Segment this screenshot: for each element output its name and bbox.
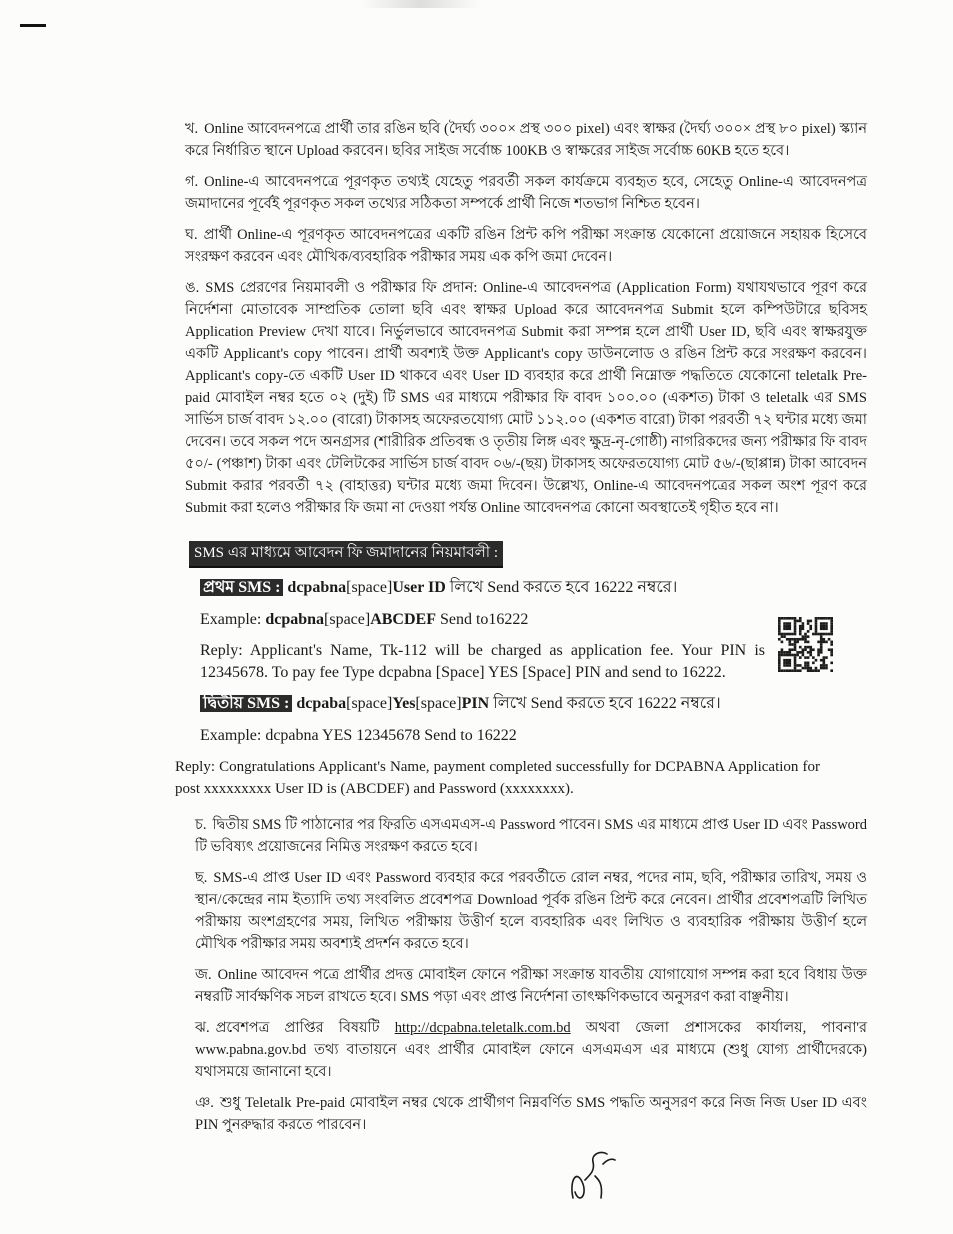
qr-module: [809, 620, 812, 623]
qr-module: [807, 635, 810, 638]
paragraph-text: অথবা জেলা প্রশাসকের কার্যালয়, পাবনা'র www.pabna.gov.bd তথ্য বাতায়নে এবং প্রার্থীর মোবাইল ফোনে এসএমএস এর মাধ্যমে (শুধু যোগ্য প্রার্থীদেরকে) যথাসময়ে জানানো হবে।: [195, 1020, 867, 1080]
qr-module: [783, 617, 786, 620]
qr-module: [830, 633, 833, 636]
paragraph-ja: [185, 964, 867, 1008]
qr-module: [796, 641, 799, 644]
sms-first-block: [200, 576, 765, 748]
qr-module: [820, 641, 823, 644]
qr-module: [799, 651, 802, 654]
sms-instruction-text: লিখে Send করতে হবে 16222 নম্বরে।: [489, 695, 721, 712]
sms-keyword: dcpaba: [296, 695, 347, 712]
qr-module: [799, 625, 802, 628]
qr-module: [817, 617, 820, 620]
sms-space-token: [space]: [346, 695, 393, 712]
qr-module: [804, 662, 807, 665]
qr-module: [794, 656, 797, 659]
qr-module: [788, 627, 791, 630]
qr-module: [794, 638, 797, 641]
qr-module: [828, 633, 831, 636]
qr-module: [817, 648, 820, 651]
paragraph-cha: [185, 814, 867, 858]
qr-module: [825, 641, 828, 644]
qr-module: [825, 664, 828, 667]
qr-module: [830, 622, 833, 625]
qr-module: [807, 630, 810, 633]
qr-module: [794, 646, 797, 649]
qr-module: [794, 664, 797, 667]
qr-module: [823, 656, 826, 659]
qr-module: [830, 617, 833, 620]
qr-module: [823, 662, 826, 665]
first-sms-example: [200, 608, 765, 632]
qr-module: [794, 662, 797, 665]
qr-module: [799, 633, 802, 636]
qr-module: [796, 664, 799, 667]
qr-module: [799, 664, 802, 667]
paragraph-text: SMS প্রেরণের নিয়মাবলী ও পরীক্ষার ফি প্রদান: Online-এ আবেদনপত্র (Application Form) যথাযথভাবে পূরণ করে নির্দেশনা মোতাবেক সাম্প্রতিক তোলা ছবি এবং স্বাক্ষর Upload করে আবেদনপত্র Submit হলে কম্পিউটারে ছবিসহ Application Preview দেখা যাবে। নির্ভুলভাবে আবেদনপত্র Submit করা সম্পন্ন হলে প্রার্থী User ID, ছবি এবং স্বাক্ষরযুক্ত একটি Applicant's copy পাবেন। প্রার্থী অবশ্যই উক্ত Applicant's copy ডাউনলোড ও রঙিন প্রিন্ট করে সংরক্ষণ করবেন। Applicant's copy-তে একটি User ID থাকবে এবং User ID ব্যবহার করে প্রার্থী নিম্নোক্ত পদ্ধতিতে যেকোনো teletalk Pre-paid মোবাইল নম্বর হতে ০২ (দুই) টি SMS এর মাধ্যমে পরীক্ষার ফি বাবদ ১০০.০০ (একশত) টাকা ও teletalk এর SMS সার্ভিস চার্জ বাবদ ১২.০০ (বারো) টাকাসহ অফেরতযোগ্য মোট ১১২.০০ (একশত বারো) টাকা পরবর্তী ৭২ ঘন্টার মধ্যে জমা দেবেন। তবে সকল পদে অনগ্রসর (শারীরিক প্রতিবন্ধ ও তৃতীয় লিঙ্গ এবং ক্ষুদ্র-নৃ-গোষ্ঠী) নাগরিকদের জন্য পরীক্ষার ফি বাবদ ৫০/- (পঞ্চাশ) টাকা এবং টেলিটকের সার্ভিস চার্জ বাবদ ০৬/-(ছয়) টাকাসহ অফেরতযোগ্য মোট ৫৬/-(ছাপ্পান্ন) টাকা আবেদন Submit করার পরবর্তী ৭২ (বাহাত্তর) ঘন্টার মধ্যে জমা দিবেন। উল্লেখ্য, Online-এ আবেদনপত্রের সকল অংশ পূরণ করে Submit করা হলেও পরীক্ষার ফি জমা না দেওয়া পর্যন্ত Online আবেদনপত্র কোনো অবস্থাতেই গৃহীত হবে না।: [185, 280, 867, 516]
qr-module: [781, 633, 784, 636]
qr-module: [812, 656, 815, 659]
qr-code-icon: [778, 617, 833, 672]
qr-module: [804, 646, 807, 649]
qr-module: [812, 633, 815, 636]
sms-keyword: ABCDEF: [370, 611, 436, 628]
sms-rules-heading: SMS এর মাধ্যমে আবেদন ফি জমাদানের নিয়মাবলী :: [189, 541, 503, 568]
qr-module: [815, 620, 818, 623]
qr-module: [786, 638, 789, 641]
qr-module: [802, 625, 805, 628]
qr-module: [786, 659, 789, 662]
qr-module: [788, 638, 791, 641]
qr-module: [802, 654, 805, 657]
qr-module: [783, 669, 786, 672]
qr-module: [783, 635, 786, 638]
qr-module: [804, 641, 807, 644]
qr-module: [786, 622, 789, 625]
second-sms-label: দ্বিতীয় SMS :: [200, 695, 292, 712]
paragraph-gha: [185, 224, 867, 268]
qr-module: [823, 664, 826, 667]
qr-module: [820, 627, 823, 630]
qr-module: [809, 627, 812, 630]
qr-module: [830, 641, 833, 644]
qr-module: [778, 667, 781, 670]
qr-module: [825, 633, 828, 636]
qr-module: [781, 648, 784, 651]
qr-module: [830, 651, 833, 654]
qr-module: [820, 648, 823, 651]
qr-module: [804, 664, 807, 667]
qr-module: [794, 669, 797, 672]
qr-module: [788, 622, 791, 625]
paragraph-text: Online-এ আবেদনপত্রে পূরণকৃত তথ্যই যেহেতু পরবর্তী সকল কার্যক্রমে ব্যবহৃত হবে, সেহেতু Online-এ আবেদনপত্র জমাদানের পূর্বেই পূরণকৃত সকল তথ্যের সঠিকতা সম্পর্কে প্রার্থী নিজে শতভাগ নিশ্চিত হবেন।: [185, 174, 867, 212]
qr-module: [794, 630, 797, 633]
qr-module: [807, 656, 810, 659]
paragraph-text: Online আবেদন পত্রে প্রার্থীর প্রদত্ত মোবাইল ফোনে পরীক্ষা সংক্রান্ত যাবতীয় যোগাযোগ সম্পন্ন করা হবে বিধায় উক্ত নম্বরটি সার্বক্ষণিক সচল রাখতে হবে। SMS পড়া এবং প্রাপ্ত নির্দেশনা তাৎক্ষণিকভাবে অনুসরণ করা বাঞ্ছনীয়।: [195, 967, 867, 1005]
qr-module: [788, 651, 791, 654]
qr-module: [823, 641, 826, 644]
qr-module: [778, 664, 781, 667]
qr-module: [820, 664, 823, 667]
qr-module: [781, 635, 784, 638]
paragraph-jha: [185, 1017, 867, 1083]
second-sms-instruction: [200, 692, 765, 716]
qr-module: [830, 625, 833, 628]
qr-module: [830, 630, 833, 633]
qr-module: [830, 620, 833, 623]
qr-module: [812, 648, 815, 651]
qr-module: [794, 617, 797, 620]
qr-module: [804, 638, 807, 641]
qr-module: [820, 635, 823, 638]
lower-paragraphs: [185, 814, 867, 1136]
qr-module: [794, 620, 797, 623]
example-label: Example:: [200, 611, 266, 628]
qr-module: [783, 654, 786, 657]
qr-module: [783, 662, 786, 665]
qr-module: [778, 625, 781, 628]
sms-space-token: [space]: [324, 611, 371, 628]
paragraph-text: প্রার্থী Online-এ পূরণকৃত আবেদনপত্রের একটি রঙিন প্রিন্ট কপি পরীক্ষা সংক্রান্ত যেকোনো প্রয়োজনে সহায়ক হিসেবে সংরক্ষণ করবেন এবং মৌখিক/ব্যবহারিক পরীক্ষার সময় এক কপি জমা দেবেন।: [185, 227, 867, 265]
qr-module: [796, 651, 799, 654]
qr-module: [807, 646, 810, 649]
qr-module: [799, 620, 802, 623]
qr-module: [820, 651, 823, 654]
qr-module: [781, 669, 784, 672]
teletalk-url-link: http://dcpabna.teletalk.com.bd: [394, 1020, 571, 1036]
qr-module: [809, 654, 812, 657]
qr-module: [788, 669, 791, 672]
qr-module: [807, 667, 810, 670]
sms-keyword: dcpabna: [265, 611, 325, 628]
qr-module: [802, 638, 805, 641]
second-sms-example: Example: dcpabna YES 12345678 Send to 16222: [200, 727, 517, 744]
qr-module: [815, 669, 818, 672]
paragraph-kha: [185, 118, 867, 162]
qr-module: [783, 627, 786, 630]
paragraph-marker: ঘ.: [185, 227, 198, 243]
qr-module: [788, 641, 791, 644]
qr-module: [796, 620, 799, 623]
qr-module: [791, 669, 794, 672]
qr-module: [788, 617, 791, 620]
qr-module: [830, 643, 833, 646]
qr-module: [778, 656, 781, 659]
qr-module: [807, 620, 810, 623]
qr-module: [815, 667, 818, 670]
qr-module: [799, 630, 802, 633]
sms-keyword: Yes: [392, 695, 416, 712]
qr-module: [823, 625, 826, 628]
qr-module: [804, 667, 807, 670]
paragraph-text: দ্বিতীয় SMS টি পাঠানোর পর ফিরতি এসএমএস-এ Password পাবেন। SMS এর মাধ্যমে প্রাপ্ত User ID এবং Password টি ভবিষ্যৎ প্রয়োজনের নিমিত্ত সংরক্ষণ করতে হবে।: [195, 817, 867, 855]
qr-module: [823, 627, 826, 630]
qr-module: [786, 651, 789, 654]
qr-module: [778, 620, 781, 623]
first-sms-reply: Reply: Applicant's Name, Tk-112 will be charged as application fee. Your PIN is 12345678. To pay fee Type dcpabna [Space] YES [Space] PIN and send to 16222.: [200, 642, 765, 681]
qr-module: [812, 662, 815, 665]
qr-module: [783, 651, 786, 654]
qr-module: [807, 664, 810, 667]
qr-module: [804, 633, 807, 636]
qr-module: [825, 617, 828, 620]
qr-module: [817, 651, 820, 654]
qr-module: [802, 627, 805, 630]
sms-keyword: User ID: [392, 579, 446, 596]
qr-module: [786, 627, 789, 630]
qr-module: [825, 656, 828, 659]
qr-module: [825, 667, 828, 670]
qr-module: [815, 659, 818, 662]
qr-module: [823, 622, 826, 625]
qr-module: [781, 641, 784, 644]
qr-module: [794, 648, 797, 651]
qr-module: [778, 654, 781, 657]
qr-module: [783, 633, 786, 636]
qr-module: [809, 625, 812, 628]
qr-module: [825, 625, 828, 628]
qr-module: [778, 669, 781, 672]
qr-module: [815, 622, 818, 625]
qr-module: [786, 654, 789, 657]
qr-module: [820, 646, 823, 649]
paragraph-text: SMS-এ প্রাপ্ত User ID এবং Password ব্যবহার করে পরবর্তীতে রোল নম্বর, পদের নাম, ছবি, পরীক্ষার তারিখ, সময় ও স্থান/কেন্দ্রের নাম ইত্যাদি তথ্য সংবলিত প্রবেশপত্র Download পূর্বক রঙিন প্রিন্ট করে নেবেন। প্রার্থীর প্রবেশপত্রটি লিখিত পরীক্ষায় অংশগ্রহণের সময়, লিখিত পরীক্ষায় উত্তীর্ণ হলে ব্যবহারিক এবং লিখিত ও ব্যবহারিক পরীক্ষায় উত্তীর্ণ হলে মৌখিক পরীক্ষার সময় অবশ্যই প্রদর্শন করতে হবে।: [195, 870, 867, 952]
example-text: Send to16222: [435, 611, 529, 628]
paragraph-text: প্রবেশপত্র প্রাপ্তির বিষয়টি: [215, 1020, 395, 1036]
qr-module: [823, 617, 826, 620]
qr-module: [825, 622, 828, 625]
qr-module: [783, 625, 786, 628]
qr-module: [820, 625, 823, 628]
qr-module: [783, 664, 786, 667]
qr-module: [802, 667, 805, 670]
qr-module: [804, 635, 807, 638]
qr-module: [799, 638, 802, 641]
qr-module: [815, 627, 818, 630]
qr-module: [788, 643, 791, 646]
qr-module: [799, 627, 802, 630]
qr-module: [830, 627, 833, 630]
qr-module: [815, 630, 818, 633]
qr-module: [799, 669, 802, 672]
qr-module: [788, 648, 791, 651]
qr-module: [783, 659, 786, 662]
sms-rules-heading-wrap: [189, 541, 867, 568]
qr-module: [802, 635, 805, 638]
qr-module: [809, 648, 812, 651]
qr-module: [796, 654, 799, 657]
paragraph-text: শুধু Teletalk Pre-paid মোবাইল নম্বর থেকে প্রার্থীগণ নিম্নবর্ণিত SMS পদ্ধতি অনুসরণ করে নিজ নিজ User ID এবং PIN পুনরুদ্ধার করতে পারবেন।: [195, 1095, 867, 1133]
qr-module: [817, 654, 820, 657]
qr-module: [804, 648, 807, 651]
qr-module: [781, 651, 784, 654]
qr-module: [802, 648, 805, 651]
paragraph-umo: [185, 277, 867, 519]
qr-module: [788, 662, 791, 665]
qr-module: [809, 651, 812, 654]
sms-space-token: [space]: [415, 695, 462, 712]
qr-module: [791, 633, 794, 636]
qr-module: [778, 638, 781, 641]
qr-module: [794, 625, 797, 628]
qr-module: [830, 662, 833, 665]
qr-module: [807, 641, 810, 644]
qr-module: [791, 617, 794, 620]
second-sms-reply: Reply: Congratulations Applicant's Name, payment completed successfully for DCPABNA Application for post xxxxxxxxx User ID is (ABCDEF) and Password (xxxxxxxx).: [175, 759, 820, 797]
sms-keyword: PIN: [461, 695, 490, 712]
paragraph-marker: ঞ.: [195, 1095, 214, 1111]
qr-module: [799, 646, 802, 649]
qr-module: [778, 633, 781, 636]
qr-module: [823, 633, 826, 636]
qr-module: [794, 633, 797, 636]
qr-module: [823, 659, 826, 662]
qr-module: [778, 617, 781, 620]
qr-module: [778, 659, 781, 662]
qr-module: [825, 627, 828, 630]
qr-module: [786, 662, 789, 665]
paragraph-marker: জ.: [195, 967, 212, 983]
paragraph-marker: চ.: [195, 817, 207, 833]
document-body: [175, 118, 867, 1145]
qr-module: [804, 656, 807, 659]
qr-module: [778, 622, 781, 625]
qr-module: [794, 654, 797, 657]
qr-module: [794, 641, 797, 644]
qr-module: [791, 654, 794, 657]
qr-module: [786, 625, 789, 628]
scan-margin-mark: [20, 24, 46, 27]
qr-module: [817, 633, 820, 636]
qr-module: [791, 643, 794, 646]
qr-module: [830, 669, 833, 672]
qr-module: [786, 633, 789, 636]
qr-module: [788, 633, 791, 636]
qr-module: [802, 651, 805, 654]
qr-module: [820, 622, 823, 625]
qr-module: [807, 622, 810, 625]
paragraph-marker: খ.: [185, 121, 199, 137]
qr-module: [778, 627, 781, 630]
signature-stroke: [572, 1152, 615, 1198]
qr-module: [788, 625, 791, 628]
qr-module: [820, 617, 823, 620]
qr-module: [796, 638, 799, 641]
qr-module: [786, 669, 789, 672]
qr-module: [807, 651, 810, 654]
qr-module: [794, 667, 797, 670]
qr-module: [812, 669, 815, 672]
qr-module: [817, 669, 820, 672]
paragraph-marker: ছ.: [195, 870, 208, 886]
qr-module: [786, 617, 789, 620]
paragraph-nya: [185, 1092, 867, 1136]
qr-module: [796, 669, 799, 672]
qr-module: [794, 627, 797, 630]
signature-mark: [555, 1140, 635, 1210]
scan-smudge: [360, 0, 480, 8]
qr-module: [828, 648, 831, 651]
qr-module: [815, 617, 818, 620]
qr-module: [820, 667, 823, 670]
qr-module: [830, 648, 833, 651]
qr-module: [828, 638, 831, 641]
sms-instruction-text: লিখে Send করতে হবে 16222 নম্বরে।: [445, 579, 678, 596]
qr-module: [823, 638, 826, 641]
first-sms-label: প্রথম SMS :: [200, 579, 283, 596]
qr-module: [788, 654, 791, 657]
qr-module: [820, 643, 823, 646]
qr-module: [820, 638, 823, 641]
qr-module: [807, 662, 810, 665]
qr-module: [802, 622, 805, 625]
qr-module: [778, 662, 781, 665]
qr-module: [794, 643, 797, 646]
paragraph-chha: [185, 867, 867, 955]
qr-module: [809, 646, 812, 649]
qr-module: [791, 638, 794, 641]
paragraph-marker: ঙ.: [185, 280, 200, 296]
qr-module: [783, 622, 786, 625]
qr-module: [809, 667, 812, 670]
qr-module: [786, 664, 789, 667]
qr-module: [807, 669, 810, 672]
paragraph-ga: [185, 171, 867, 215]
qr-module: [788, 659, 791, 662]
qr-module: [817, 641, 820, 644]
first-sms-instruction: [200, 576, 765, 600]
qr-module: [788, 664, 791, 667]
qr-module: [830, 654, 833, 657]
qr-module: [799, 656, 802, 659]
paragraph-text: Online আবেদনপত্রে প্রার্থী তার রঙিন ছবি (দৈর্ঘ্য ৩০০× প্রস্থ ৩০০ pixel) এবং স্বাক্ষর (দৈর্ঘ্য ৩০০× প্রস্থ ৮০ pixel) স্ক্যান করে নির্ধারিত স্থানে Upload করবেন। ছবির সাইজ সর্বোচ্চ 100KB ও স্বাক্ষরের সাইজ সর্বোচ্চ 60KB হতে হবে।: [185, 121, 867, 159]
qr-module: [828, 617, 831, 620]
sms-space-token: [space]: [346, 579, 393, 596]
qr-module: [778, 630, 781, 633]
qr-module: [794, 622, 797, 625]
qr-module: [791, 648, 794, 651]
qr-module: [820, 659, 823, 662]
qr-module: [778, 651, 781, 654]
qr-module: [815, 625, 818, 628]
qr-module: [815, 633, 818, 636]
paragraph-marker: গ.: [185, 174, 199, 190]
qr-module: [781, 654, 784, 657]
qr-module: [794, 659, 797, 662]
qr-module: [823, 667, 826, 670]
paragraph-marker: ঝ.: [195, 1020, 210, 1036]
qr-module: [820, 633, 823, 636]
sms-keyword: dcpabna: [287, 579, 347, 596]
qr-module: [809, 669, 812, 672]
qr-module: [781, 617, 784, 620]
qr-module: [799, 617, 802, 620]
